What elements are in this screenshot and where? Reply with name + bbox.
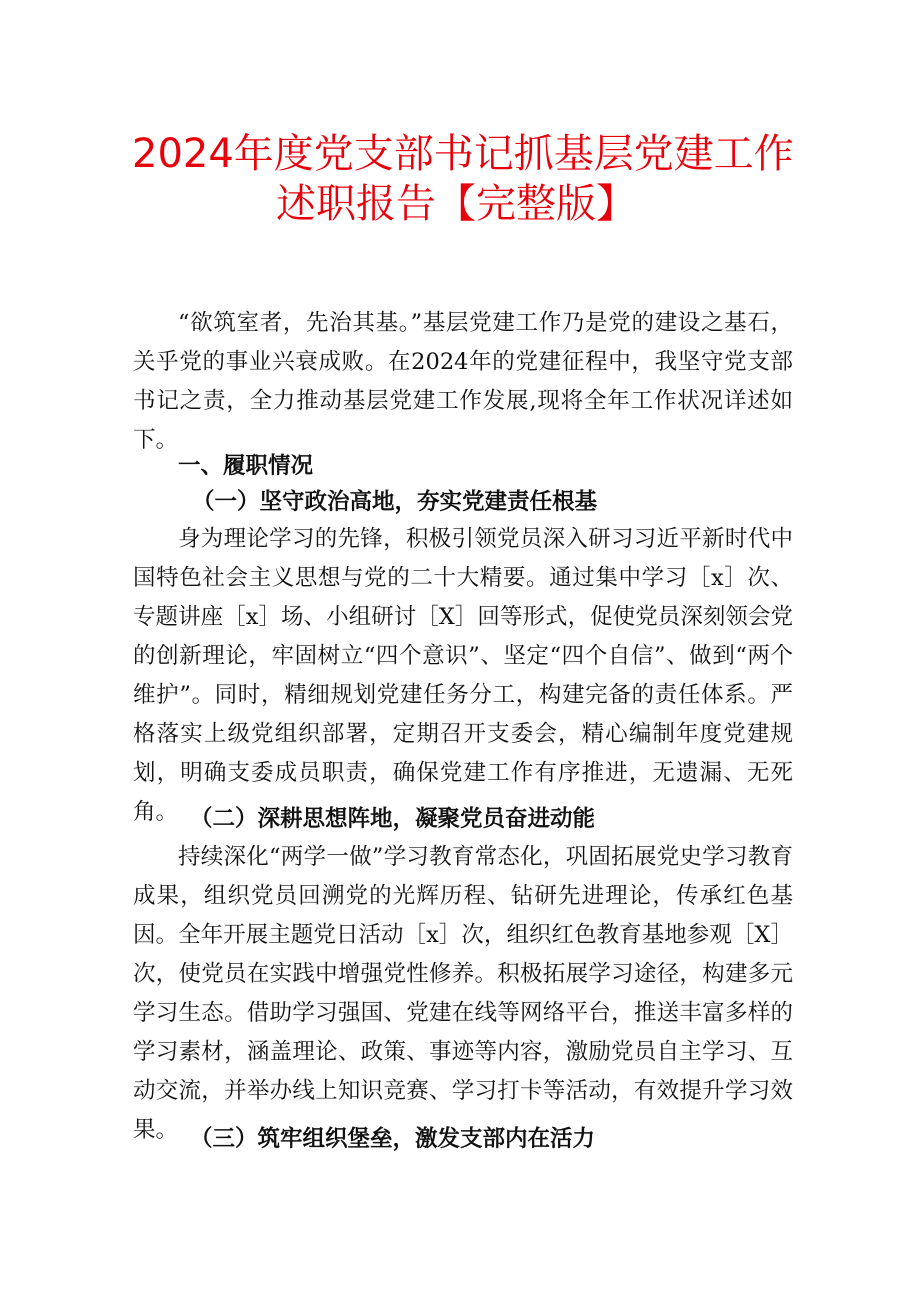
document-title-line-1: 2024年度党支部书记抓基层党建工作 <box>132 131 794 177</box>
subsection-heading-1: （一）坚守政治高地，夯实党建责任根基 <box>192 489 598 515</box>
document-title-line-2: 述职报告【完整版】 <box>276 181 636 227</box>
subsection-paragraph-1: 身为理论学习的先锋，积极引领党员深入研习习近平新时代中国特色社会主义思想与党的二十大精要。通过集中学习［x］次、专题讲座［x］场、小组研讨［X］回等形式，促使党员深刻领会党的创新理论，牢固树立“四个意识”、坚定“四个自信”、做到“两个维护”。同时，精细规划党建任务分工，构建完备的责任体系。严格落实上级党组织部署，定期召开支委会，精心编制年度党建规划，明确支委成员职责，确保党建工作有序推进，无遗漏、无死角。 <box>133 526 793 825</box>
subsection-heading-3: （三）筑牢组织堡垒，激发支部内在活力 <box>190 1126 596 1152</box>
section-heading-duty: 一、履职情况 <box>178 453 314 479</box>
intro-paragraph: “欲筑室者，先治其基。”基层党建工作乃是党的建设之基石，关乎党的事业兴衰成败。在2024年的党建征程中，我坚守党支部书记之责，全力推动基层党建工作发展,现将全年工作状况详述如下。 <box>133 310 793 453</box>
subsection-heading-2: （二）深耕思想阵地，凝聚党员奋进动能 <box>190 806 596 832</box>
subsection-paragraph-2: 持续深化“两学一做”学习教育常态化，巩固拓展党史学习教育成果，组织党员回溯党的光辉历程、钻研先进理论，传承红色基因。全年开展主题党日活动［x］次，组织红色教育基地参观［X］次，使党员在实践中增强党性修养。积极拓展学习途径，构建多元学习生态。借助学习强国、党建在线等网络平台，推送丰富多样的学习素材，涵盖理论、政策、事迹等内容，激励党员自主学习、互动交流，并举办线上知识竞赛、学习打卡等活动，有效提升学习效果。 <box>133 844 793 1143</box>
